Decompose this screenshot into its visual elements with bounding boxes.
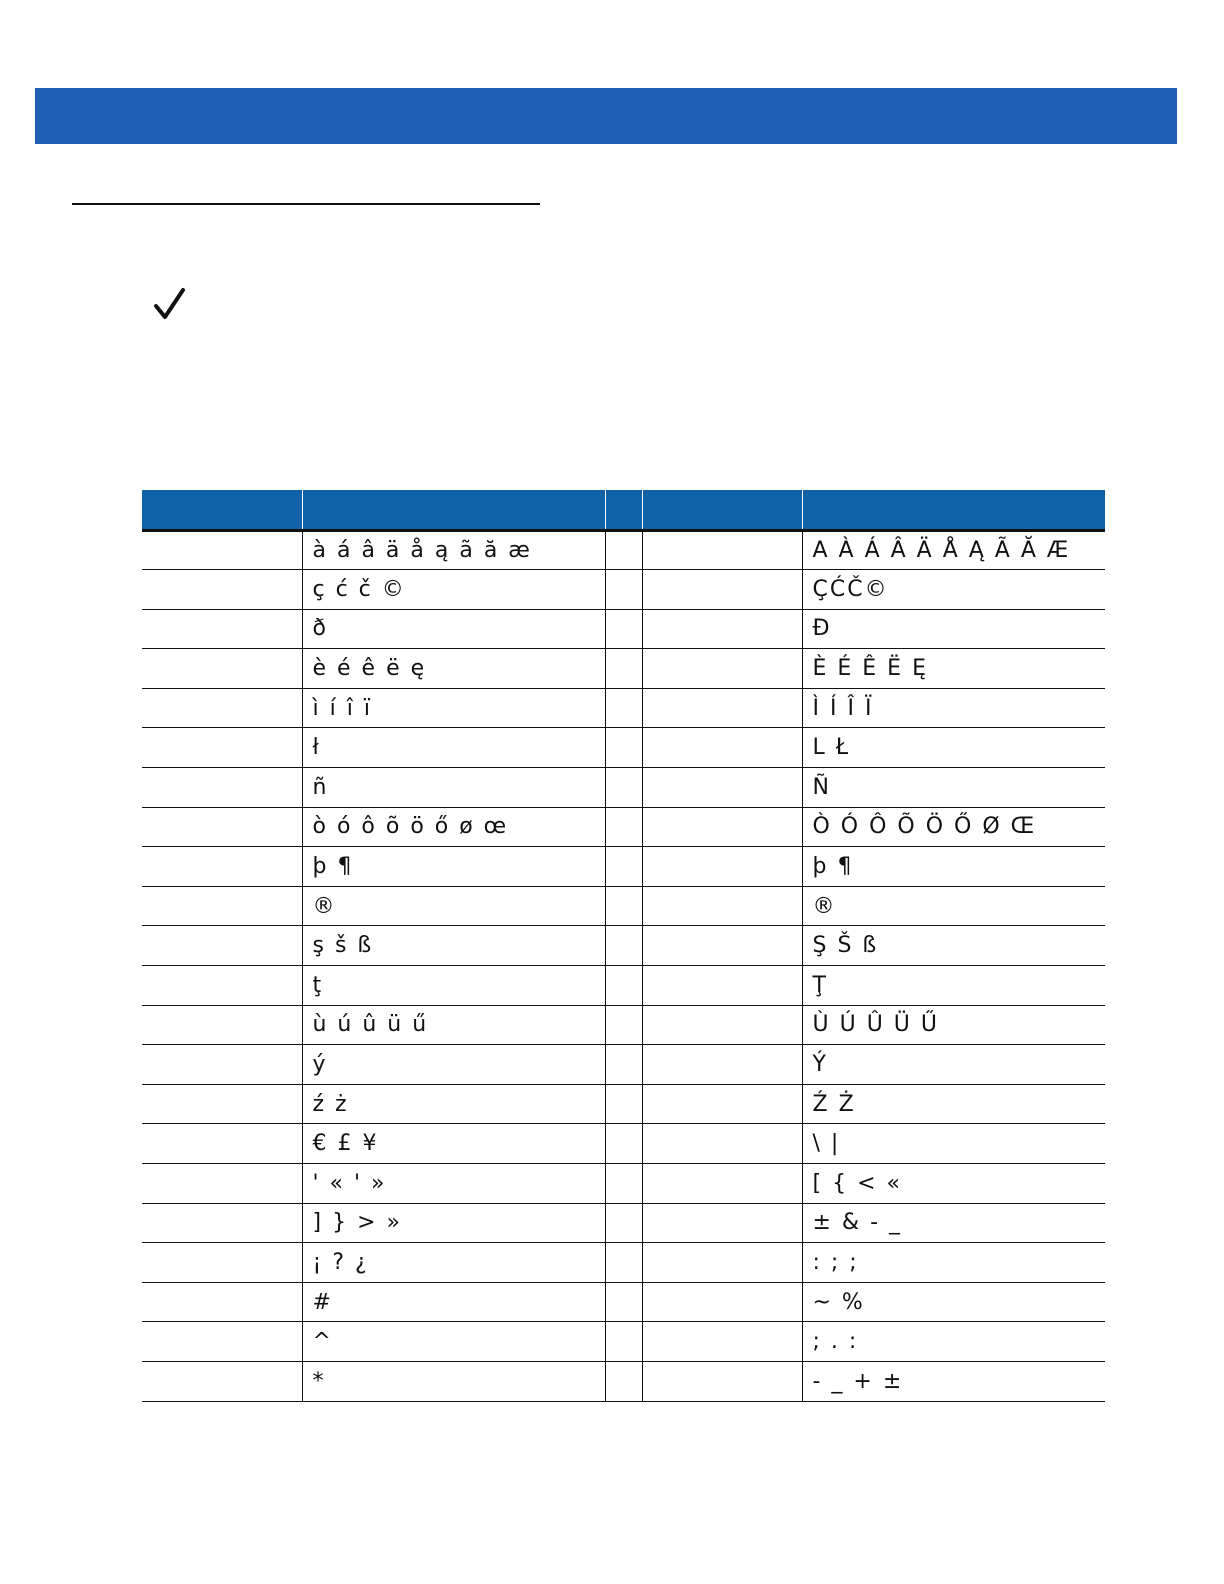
uppercase-chars-cell: - _ + ±	[802, 1361, 1105, 1401]
key-cell	[142, 1243, 302, 1283]
header-cell-key-shift	[642, 490, 802, 530]
table-row	[142, 926, 1105, 966]
key-shift-cell	[642, 688, 802, 728]
lowercase-chars-cell: ş š ß	[302, 926, 605, 966]
key-cell	[142, 1124, 302, 1164]
key-shift-cell	[642, 847, 802, 887]
table-row	[142, 847, 1105, 887]
key-cell	[142, 1005, 302, 1045]
uppercase-chars-cell: : ; ;	[802, 1243, 1105, 1283]
lowercase-chars-cell: ł	[302, 728, 605, 768]
key-shift-cell	[642, 649, 802, 689]
lowercase-chars-cell: à á â ä å ą ã ă æ	[302, 530, 605, 570]
table-body	[142, 530, 1105, 1401]
table-row	[142, 649, 1105, 689]
header-cell-spacer	[605, 490, 642, 530]
lowercase-chars-cell: € £ ¥	[302, 1124, 605, 1164]
table-row	[142, 1282, 1105, 1322]
key-shift-cell	[642, 1005, 802, 1045]
table-row	[142, 886, 1105, 926]
spacer-cell	[605, 1243, 642, 1283]
key-cell	[142, 847, 302, 887]
spacer-cell	[605, 847, 642, 887]
uppercase-chars-cell: \ |	[802, 1124, 1105, 1164]
uppercase-chars-cell: þ ¶	[802, 847, 1105, 887]
table-row	[142, 728, 1105, 768]
key-cell	[142, 1164, 302, 1204]
lowercase-chars-cell: ñ	[302, 768, 605, 808]
table-row	[142, 609, 1105, 649]
uppercase-chars-cell: È É Ê Ë Ę	[802, 649, 1105, 689]
table-row	[142, 1243, 1105, 1283]
key-shift-cell	[642, 1282, 802, 1322]
key-cell	[142, 886, 302, 926]
key-shift-cell	[642, 570, 802, 610]
key-shift-cell	[642, 1203, 802, 1243]
spacer-cell	[605, 728, 642, 768]
uppercase-chars-cell: Ñ	[802, 768, 1105, 808]
uppercase-chars-cell: Ò Ó Ô Õ Ö Ő Ø Œ	[802, 807, 1105, 847]
lowercase-chars-cell: ù ú û ü ű	[302, 1005, 605, 1045]
table-row	[142, 1124, 1105, 1164]
table-row	[142, 807, 1105, 847]
table-row	[142, 1203, 1105, 1243]
lowercase-chars-cell: *	[302, 1361, 605, 1401]
uppercase-chars-cell: Ì Í Î Ï	[802, 688, 1105, 728]
key-shift-cell	[642, 1243, 802, 1283]
uppercase-chars-cell: [ { < «	[802, 1164, 1105, 1204]
uppercase-chars-cell: Ù Ú Û Ü Ű	[802, 1005, 1105, 1045]
uppercase-chars-cell: A À Á Â Ä Å Ą Ã Ă Æ	[802, 530, 1105, 570]
lowercase-chars-cell: ' « ' »	[302, 1164, 605, 1204]
key-cell	[142, 649, 302, 689]
uppercase-chars-cell: ~ %	[802, 1282, 1105, 1322]
lowercase-chars-cell: ¡ ? ¿	[302, 1243, 605, 1283]
uppercase-chars-cell: L Ł	[802, 728, 1105, 768]
lowercase-chars-cell: ý	[302, 1045, 605, 1085]
spacer-cell	[605, 609, 642, 649]
key-cell	[142, 609, 302, 649]
header-cell-uppercase	[802, 490, 1105, 530]
table-row	[142, 688, 1105, 728]
spacer-cell	[605, 1282, 642, 1322]
spacer-cell	[605, 926, 642, 966]
lowercase-chars-cell: è é ê ë ę	[302, 649, 605, 689]
uppercase-chars-cell: Ð	[802, 609, 1105, 649]
lowercase-chars-cell: ź ż	[302, 1084, 605, 1124]
spacer-cell	[605, 807, 642, 847]
key-cell	[142, 1361, 302, 1401]
uppercase-chars-cell: ± & - _	[802, 1203, 1105, 1243]
key-shift-cell	[642, 926, 802, 966]
spacer-cell	[605, 1084, 642, 1124]
key-cell	[142, 966, 302, 1006]
uppercase-chars-cell: ®	[802, 886, 1105, 926]
lowercase-chars-cell: þ ¶	[302, 847, 605, 887]
key-shift-cell	[642, 1322, 802, 1362]
uppercase-chars-cell: ÇĆČ©	[802, 570, 1105, 610]
table-header-row	[142, 490, 1105, 530]
lowercase-chars-cell: ì í î ï	[302, 688, 605, 728]
spacer-cell	[605, 1045, 642, 1085]
table-row	[142, 1361, 1105, 1401]
key-cell	[142, 688, 302, 728]
header-cell-key	[142, 490, 302, 530]
checkmark-icon	[152, 284, 188, 324]
key-shift-cell	[642, 1084, 802, 1124]
table-row	[142, 570, 1105, 610]
header-cell-lowercase	[302, 490, 605, 530]
spacer-cell	[605, 886, 642, 926]
spacer-cell	[605, 688, 642, 728]
lowercase-chars-cell: ç ć č ©	[302, 570, 605, 610]
spacer-cell	[605, 1203, 642, 1243]
key-shift-cell	[642, 1045, 802, 1085]
key-shift-cell	[642, 768, 802, 808]
key-cell	[142, 807, 302, 847]
table-row	[142, 966, 1105, 1006]
uppercase-chars-cell: Ţ	[802, 966, 1105, 1006]
key-shift-cell	[642, 966, 802, 1006]
spacer-cell	[605, 1322, 642, 1362]
key-cell	[142, 1282, 302, 1322]
spacer-cell	[605, 530, 642, 570]
lowercase-chars-cell: ^	[302, 1322, 605, 1362]
key-cell	[142, 768, 302, 808]
key-cell	[142, 926, 302, 966]
table-row	[142, 1005, 1105, 1045]
lowercase-chars-cell: ð	[302, 609, 605, 649]
spacer-cell	[605, 966, 642, 1006]
table-row	[142, 1322, 1105, 1362]
key-shift-cell	[642, 1361, 802, 1401]
key-shift-cell	[642, 1124, 802, 1164]
spacer-cell	[605, 1005, 642, 1045]
spacer-cell	[605, 1361, 642, 1401]
uppercase-chars-cell: Ş Š ß	[802, 926, 1105, 966]
table-row	[142, 530, 1105, 570]
page-header-band	[35, 88, 1177, 144]
section-heading-rule	[72, 203, 540, 205]
lowercase-chars-cell: #	[302, 1282, 605, 1322]
table-row	[142, 1164, 1105, 1204]
spacer-cell	[605, 570, 642, 610]
spacer-cell	[605, 649, 642, 689]
key-cell	[142, 1322, 302, 1362]
key-cell	[142, 728, 302, 768]
key-shift-cell	[642, 1164, 802, 1204]
key-cell	[142, 1084, 302, 1124]
key-cell	[142, 530, 302, 570]
uppercase-chars-cell: Ý	[802, 1045, 1105, 1085]
lowercase-chars-cell: ò ó ô õ ö ő ø œ	[302, 807, 605, 847]
key-shift-cell	[642, 609, 802, 649]
table-row	[142, 768, 1105, 808]
character-table	[142, 490, 1105, 1402]
key-cell	[142, 570, 302, 610]
spacer-cell	[605, 1164, 642, 1204]
uppercase-chars-cell: ; . :	[802, 1322, 1105, 1362]
lowercase-chars-cell: ţ	[302, 966, 605, 1006]
spacer-cell	[605, 768, 642, 808]
spacer-cell	[605, 1124, 642, 1164]
uppercase-chars-cell: Ź Ż	[802, 1084, 1105, 1124]
key-shift-cell	[642, 530, 802, 570]
key-cell	[142, 1203, 302, 1243]
key-shift-cell	[642, 728, 802, 768]
table-row	[142, 1084, 1105, 1124]
key-shift-cell	[642, 886, 802, 926]
lowercase-chars-cell: ] } > »	[302, 1203, 605, 1243]
key-cell	[142, 1045, 302, 1085]
lowercase-chars-cell: ®	[302, 886, 605, 926]
key-shift-cell	[642, 807, 802, 847]
table-row	[142, 1045, 1105, 1085]
